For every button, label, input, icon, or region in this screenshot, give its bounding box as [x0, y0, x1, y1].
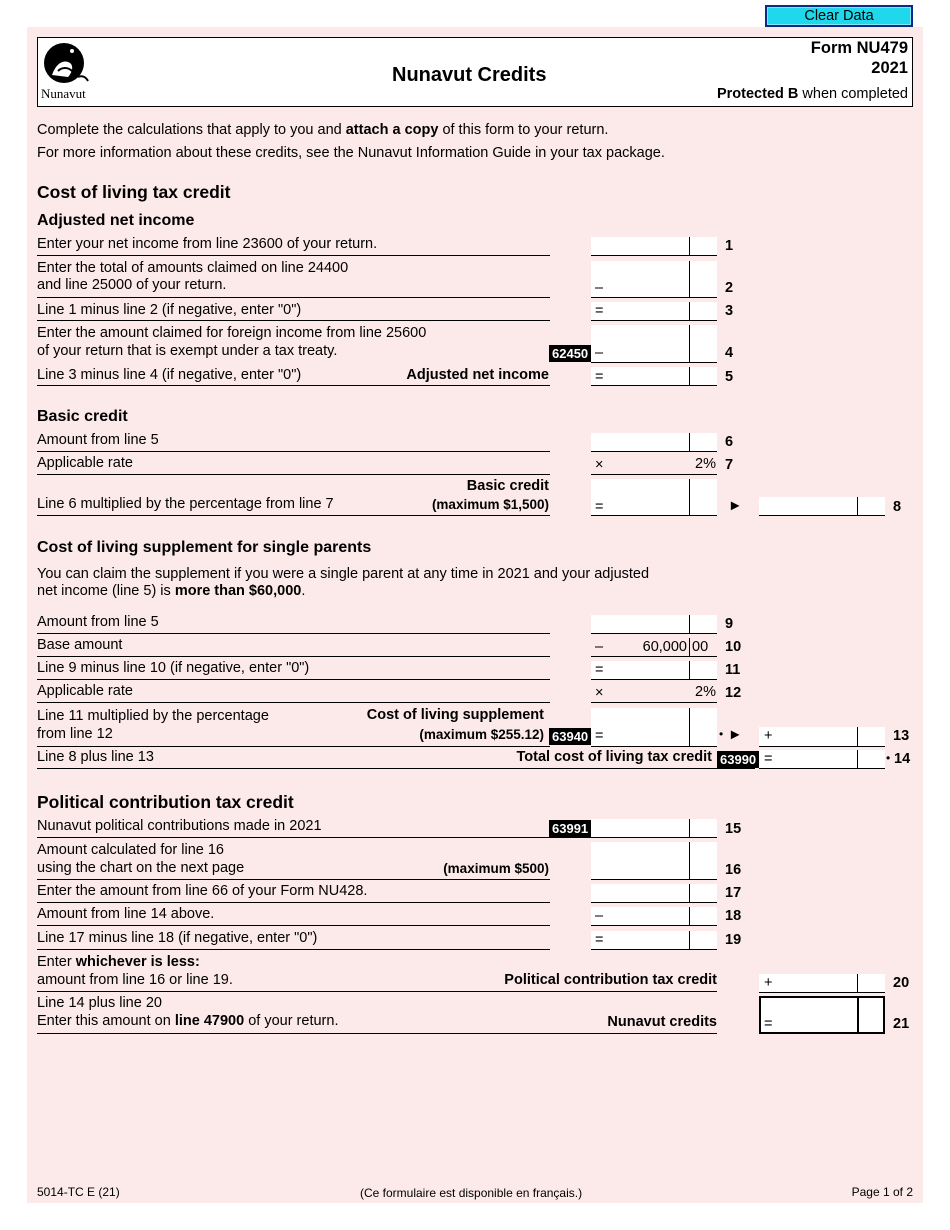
- line-13-calc-input[interactable]: [591, 708, 717, 747]
- line-2-label-a: Enter the total of amounts claimed on line 24400: [37, 260, 349, 276]
- protected-notice: [717, 86, 908, 103]
- line-number-17: 17: [725, 885, 742, 901]
- page-title: Nunavut Credits: [392, 64, 547, 86]
- line-number-14: 14: [894, 751, 911, 767]
- bullet-icon: •: [886, 751, 891, 765]
- line-number-3: 3: [725, 303, 734, 319]
- line-number-8: 8: [893, 499, 902, 515]
- line-17-input[interactable]: [591, 884, 717, 903]
- line-13-label-b: from line 12: [37, 726, 113, 742]
- line-21-line-ref: line 47900: [174, 1013, 245, 1029]
- equals-op: =: [595, 662, 604, 678]
- line-21-title: Nunavut credits: [607, 1014, 717, 1030]
- line-15-code: 63991: [549, 820, 591, 837]
- line-20-enter: Enter: [37, 954, 72, 970]
- line-6-label: Amount from line 5: [37, 432, 159, 448]
- line-20-label-b: amount from line 16 or line 19.: [37, 972, 233, 988]
- line-number-19: 19: [725, 932, 742, 948]
- line-number-21: 21: [893, 1016, 910, 1032]
- line-number-2: 2: [725, 280, 734, 296]
- line-number-18: 18: [725, 908, 742, 924]
- equals-op: =: [595, 728, 604, 744]
- line-17-label: Enter the amount from line 66 of your Form NU428.: [37, 883, 368, 899]
- supplement-desc-1: You can claim the supplement if you were a single parent at any time in 2021 and your adjusted: [37, 566, 650, 582]
- equals-op: =: [764, 1016, 773, 1032]
- equals-op: =: [595, 499, 604, 515]
- line-15-input[interactable]: [591, 819, 717, 838]
- line-11-input[interactable]: [591, 661, 717, 680]
- line-18-input[interactable]: [591, 907, 717, 926]
- line-1-input[interactable]: [591, 237, 717, 256]
- line-number-11: 11: [725, 662, 741, 678]
- footer-french-notice: (Ce formulaire est disponible en français.): [360, 1186, 583, 1200]
- line-number-5: 5: [725, 369, 734, 385]
- line-number-20: 20: [893, 975, 910, 991]
- line-13-title-1: Cost of living supplement: [366, 707, 544, 723]
- section-title-col: Cost of living tax credit: [37, 182, 231, 202]
- form-header: [37, 37, 913, 107]
- equals-op: =: [764, 751, 773, 767]
- line-21-label-b: [37, 1013, 338, 1030]
- minus-op: –: [595, 908, 604, 924]
- line-8-title-1: Basic credit: [466, 478, 549, 494]
- form-year: 2021: [871, 59, 908, 77]
- form-number: Form NU479: [810, 39, 908, 57]
- line-14-label: Line 8 plus line 13: [37, 749, 154, 765]
- line-20-label-a: [37, 954, 200, 971]
- section-title-supplement: Cost of living supplement for single parents: [37, 539, 372, 556]
- intro-text-c: of this form to your return.: [442, 122, 609, 138]
- line-2-label-b: and line 25000 of your return.: [37, 277, 227, 293]
- line-13-code: 63940: [549, 728, 591, 745]
- bullet-icon: •: [719, 727, 724, 741]
- line-8-title-2: (maximum $1,500): [431, 497, 549, 512]
- intro-line-2: For more information about these credits, see the Nunavut Information Guide in your tax package.: [37, 145, 665, 161]
- subsection-title-basic: Basic credit: [37, 408, 128, 425]
- line-4-input[interactable]: [591, 325, 717, 363]
- line-9-label: Amount from line 5: [37, 614, 159, 630]
- line-number-12: 12: [725, 685, 742, 701]
- equals-op: =: [595, 932, 604, 948]
- line-number-10: 10: [725, 639, 742, 655]
- line-16-input[interactable]: [591, 842, 717, 880]
- line-13-title-2: (maximum $255.12): [419, 727, 544, 742]
- line-7-rate: 2%: [695, 456, 716, 472]
- line-20-input[interactable]: [759, 974, 885, 993]
- line-14-title: Total cost of living tax credit: [516, 749, 712, 765]
- line-5-input[interactable]: [591, 367, 717, 386]
- line-4-label-a: Enter the amount claimed for foreign income from line 25600: [37, 325, 427, 341]
- line-number-13: 13: [893, 728, 910, 744]
- line-6-input[interactable]: [591, 433, 717, 452]
- supplement-desc-2a: net income (line 5) is: [37, 583, 171, 599]
- line-7-label: Applicable rate: [37, 455, 133, 471]
- line-4-label-b: of your return that is exempt under a tax treaty.: [37, 343, 338, 359]
- line-4-code: 62450: [549, 345, 591, 362]
- times-op: ×: [595, 457, 604, 473]
- line-9-input[interactable]: [591, 615, 717, 634]
- supplement-desc-2c: .: [301, 583, 306, 599]
- minus-op: –: [595, 345, 604, 361]
- line-20-whichever: whichever is less:: [75, 954, 200, 970]
- equals-op: =: [595, 369, 604, 385]
- footer-page-number: Page 1 of 2: [851, 1185, 913, 1199]
- line-19-label: Line 17 minus line 18 (if negative, enter "0"): [37, 930, 318, 946]
- minus-op: –: [595, 280, 604, 296]
- intro-text-bold: attach a copy: [345, 122, 439, 138]
- protected-rest: when completed: [802, 86, 908, 102]
- line-10-dollars: 60,000: [642, 639, 687, 655]
- clear-data-button[interactable]: Clear Data: [765, 5, 913, 27]
- line-15-label: Nunavut political contributions made in 2021: [37, 818, 322, 834]
- line-10-cents: 00: [692, 639, 709, 655]
- line-16-label-a: Amount calculated for line 16: [37, 842, 224, 858]
- line-number-4: 4: [725, 345, 734, 361]
- nunavut-logo-icon: [42, 41, 90, 89]
- supplement-desc-2b: more than $60,000: [174, 583, 302, 599]
- line-19-input[interactable]: [591, 931, 717, 950]
- line-21-enter: Enter this amount on: [37, 1013, 171, 1029]
- line-20-title: Political contribution tax credit: [504, 972, 717, 988]
- line-1-label: Enter your net income from line 23600 of your return.: [37, 236, 378, 252]
- line-13-label-a: Line 11 multiplied by the percentage: [37, 708, 269, 724]
- supplement-desc-2: [37, 583, 305, 600]
- line-number-7: 7: [725, 457, 734, 473]
- line-12-label: Applicable rate: [37, 683, 133, 699]
- line-8-input[interactable]: [759, 497, 885, 516]
- line-number-9: 9: [725, 616, 734, 632]
- line-21-of-return: of your return.: [248, 1013, 339, 1029]
- line-16-title: (maximum $500): [443, 861, 549, 876]
- line-16-label-b: using the chart on the next page: [37, 860, 245, 876]
- section-title-political: Political contribution tax credit: [37, 792, 294, 812]
- line-12-rate: 2%: [695, 684, 716, 700]
- line-8-label: Line 6 multiplied by the percentage from line 7: [37, 496, 334, 512]
- subsection-title-ani: Adjusted net income: [37, 212, 195, 229]
- line-8-calc-input[interactable]: [591, 479, 717, 516]
- line-21-label-a: Line 14 plus line 20: [37, 995, 162, 1011]
- times-op: ×: [595, 685, 604, 701]
- line-3-input[interactable]: [591, 302, 717, 321]
- line-5-label: Line 3 minus line 4 (if negative, enter "0"): [37, 367, 302, 383]
- intro-line-1: [37, 122, 608, 139]
- protected-bold: Protected B: [716, 86, 799, 102]
- line-13-input[interactable]: [759, 727, 885, 746]
- logo-text: Nunavut: [41, 86, 86, 101]
- line-2-input[interactable]: [591, 261, 717, 298]
- arrow-right-icon: ►: [728, 727, 743, 743]
- footer-form-code: 5014-TC E (21): [37, 1185, 120, 1199]
- plus-op: +: [764, 975, 773, 991]
- line-number-6: 6: [725, 434, 734, 450]
- arrow-right-icon: ►: [728, 498, 743, 514]
- line-5-title: Adjusted net income: [406, 367, 549, 383]
- equals-op: =: [595, 303, 604, 319]
- line-14-code: 63990: [717, 751, 759, 768]
- line-14-input[interactable]: [759, 750, 885, 769]
- line-number-1: 1: [725, 238, 734, 254]
- line-10-label: Base amount: [37, 637, 123, 653]
- line-11-label: Line 9 minus line 10 (if negative, enter "0"): [37, 660, 310, 676]
- line-3-label: Line 1 minus line 2 (if negative, enter "0"): [37, 302, 302, 318]
- line-18-label: Amount from line 14 above.: [37, 906, 215, 922]
- minus-op: –: [595, 639, 604, 655]
- plus-op: +: [764, 728, 773, 744]
- line-21-input[interactable]: [759, 996, 885, 1034]
- line-number-15: 15: [725, 821, 742, 837]
- line-number-16: 16: [725, 862, 742, 878]
- intro-text-a: Complete the calculations that apply to you and: [37, 122, 342, 138]
